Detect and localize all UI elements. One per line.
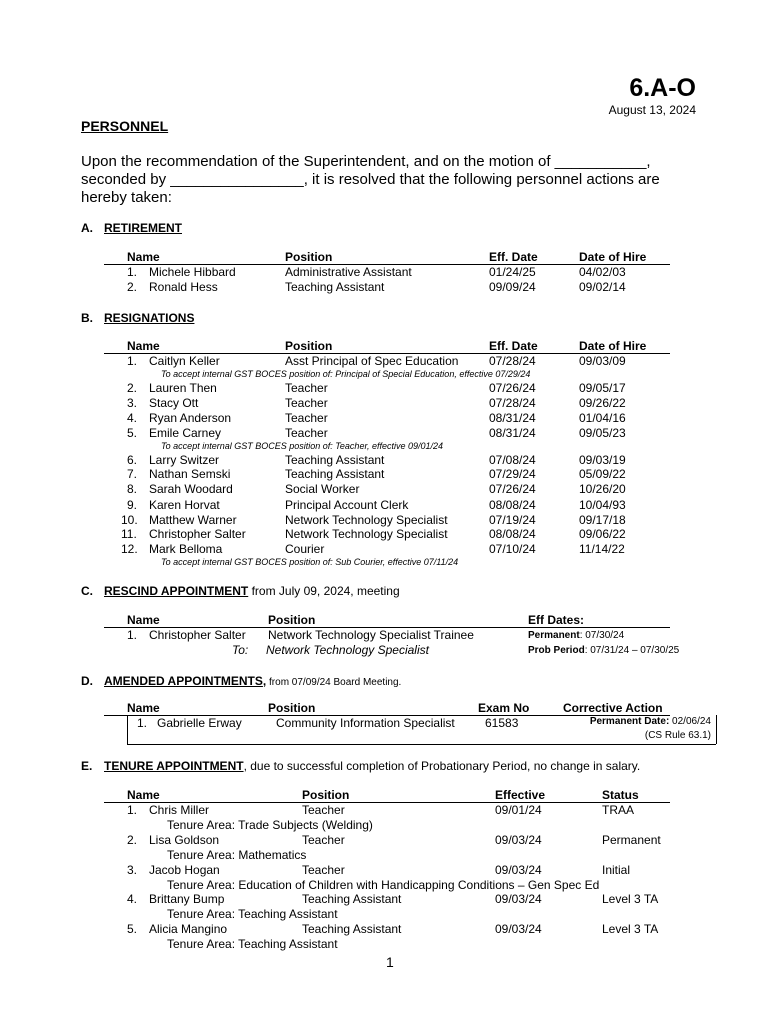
row-eff: 07/26/24	[489, 482, 536, 496]
ret-header-eff: Eff. Date	[489, 250, 538, 264]
amended-header-action: Corrective Action	[563, 701, 663, 715]
ret-header-name: Name	[127, 250, 160, 264]
tenure-header-effective: Effective	[495, 788, 546, 802]
amended-exam: 61583	[485, 716, 519, 730]
section-d-suffix: from 07/09/24 Board Meeting.	[266, 677, 402, 688]
amended-box-right	[716, 715, 717, 744]
row-num: 5.	[127, 922, 138, 936]
row-hire: 09/17/18	[579, 513, 626, 527]
section-c-heading	[104, 584, 400, 598]
row-hire: 09/03/19	[579, 453, 626, 467]
rescind-prob	[528, 645, 679, 656]
row-position: Teaching Assistant	[285, 467, 385, 481]
rescind-perm-label: Permanent	[528, 630, 580, 641]
row-eff: 09/09/24	[489, 280, 536, 294]
row-position: Teacher	[302, 863, 345, 877]
row-tenure-area: Tenure Area: Trade Subjects (Welding)	[167, 818, 373, 832]
row-hire: 04/02/03	[579, 265, 626, 279]
row-eff: 07/29/24	[489, 467, 536, 481]
rescind-prob-label: Prob Period	[528, 645, 585, 656]
row-name: Matthew Warner	[149, 513, 237, 527]
section-d-comma: ,	[262, 674, 267, 688]
res-note-1: To accept internal GST BOCES position of: Principal of Special Education, effective 07/29/24	[161, 369, 531, 379]
section-e-title: TENURE APPOINTMENT	[104, 759, 244, 773]
intro-line-1: Upon the recommendation of the Superintendent, and on the motion of ___________,	[81, 153, 651, 170]
amended-box-left	[127, 715, 128, 744]
section-c-letter: C.	[81, 584, 93, 598]
ret-header-hire: Date of Hire	[579, 250, 647, 264]
row-num: 5.	[127, 426, 138, 440]
row-num: 2.	[127, 833, 138, 847]
row-num: 3.	[127, 396, 138, 410]
row-position: Teacher	[285, 381, 328, 395]
row-status: Level 3 TA	[602, 922, 659, 936]
row-position: Administrative Assistant	[285, 265, 412, 279]
page-number: 1	[386, 954, 394, 970]
row-name: Michele Hibbard	[149, 265, 236, 279]
row-status: Initial	[602, 863, 631, 877]
row-name: Lisa Goldson	[149, 833, 220, 847]
rescind-name: Christopher Salter	[149, 628, 246, 642]
row-name: Larry Switzer	[149, 453, 220, 467]
row-hire: 09/05/17	[579, 381, 626, 395]
document-date: August 13, 2024	[608, 103, 696, 117]
row-effective: 09/03/24	[495, 922, 542, 936]
row-effective: 09/01/24	[495, 803, 542, 817]
row-hire: 05/09/22	[579, 467, 626, 481]
row-position: Principal Account Clerk	[285, 498, 409, 512]
row-position: Teacher	[285, 426, 328, 440]
rescind-prob-value: : 07/31/24 – 07/30/25	[584, 645, 680, 656]
row-position: Social Worker	[285, 482, 360, 496]
res-header-eff: Eff. Date	[489, 339, 538, 353]
section-d-heading	[104, 674, 401, 688]
rescind-num: 1.	[127, 628, 138, 642]
row-name: Mark Belloma	[149, 542, 223, 556]
section-a-title: RETIREMENT	[104, 221, 182, 235]
res-note-12: To accept internal GST BOCES position of: Sub Courier, effective 07/11/24	[161, 557, 459, 567]
amended-header-position: Position	[268, 701, 316, 715]
row-eff: 08/31/24	[489, 411, 536, 425]
row-num: 2.	[127, 280, 138, 294]
amended-action-label: Permanent Date:	[589, 716, 670, 727]
amended-header-exam: Exam No	[478, 701, 530, 715]
row-num: 8.	[127, 482, 138, 496]
row-hire: 09/26/22	[579, 396, 626, 410]
row-name: Brittany Bump	[149, 892, 225, 906]
row-num: 3.	[127, 863, 138, 877]
section-c-title: RESCIND APPOINTMENT	[104, 584, 249, 598]
amended-header-name: Name	[127, 701, 160, 715]
section-e-heading	[104, 759, 640, 773]
row-num: 11.	[121, 527, 137, 541]
row-position: Teaching Assistant	[302, 922, 402, 936]
row-hire: 09/02/14	[579, 280, 626, 294]
row-num: 4.	[127, 892, 138, 906]
row-hire: 10/26/20	[579, 482, 626, 496]
rescind-to-label: To:	[232, 643, 249, 657]
row-eff: 01/24/25	[489, 265, 536, 279]
row-tenure-area: Tenure Area: Teaching Assistant	[167, 907, 338, 921]
page-title: PERSONNEL	[81, 118, 169, 134]
row-num: 9.	[127, 498, 138, 512]
res-header-position: Position	[285, 339, 333, 353]
tenure-header-status: Status	[602, 788, 639, 802]
row-status: Level 3 TA	[602, 892, 659, 906]
section-b-letter: B.	[81, 311, 93, 325]
tenure-header-name: Name	[127, 788, 160, 802]
row-eff: 07/28/24	[489, 396, 536, 410]
res-note-5: To accept internal GST BOCES position of: Teacher, effective 09/01/24	[161, 441, 443, 451]
row-name: Christopher Salter	[149, 527, 246, 541]
row-name: Karen Horvat	[149, 498, 220, 512]
row-hire: 01/04/16	[579, 411, 626, 425]
document-code: 6.A-O	[629, 74, 696, 102]
row-name: Jacob Hogan	[149, 863, 220, 877]
row-num: 1.	[127, 265, 138, 279]
row-position: Teacher	[302, 833, 345, 847]
row-status: Permanent	[602, 833, 661, 847]
row-eff: 07/28/24	[489, 354, 536, 368]
row-num: 7.	[127, 467, 138, 481]
row-name: Lauren Then	[149, 381, 217, 395]
row-hire: 11/14/22	[579, 542, 625, 556]
row-eff: 08/08/24	[489, 498, 536, 512]
row-hire: 09/05/23	[579, 426, 626, 440]
row-num: 12.	[121, 542, 138, 556]
section-a-letter: A.	[81, 221, 93, 235]
amended-name: Gabrielle Erway	[157, 716, 242, 730]
rescind-perm-value: : 07/30/24	[579, 630, 625, 641]
row-name: Emile Carney	[149, 426, 222, 440]
row-name: Chris Miller	[149, 803, 209, 817]
row-num: 2.	[127, 381, 138, 395]
rescind-position: Network Technology Specialist Trainee	[268, 628, 474, 642]
row-position: Teacher	[285, 411, 328, 425]
row-name: Nathan Semski	[149, 467, 231, 481]
row-name: Ryan Anderson	[149, 411, 232, 425]
row-eff: 07/19/24	[489, 513, 536, 527]
intro-line-2: seconded by ________________, it is resolved that the following personnel actions are	[81, 171, 660, 188]
row-num: 4.	[127, 411, 138, 425]
rescind-header-eff: Eff Dates:	[528, 613, 585, 627]
section-b-title: RESIGNATIONS	[104, 311, 195, 325]
row-position: Teacher	[302, 803, 345, 817]
row-eff: 07/26/24	[489, 381, 536, 395]
row-name: Alicia Mangino	[149, 922, 228, 936]
section-d-title: AMENDED APPOINTMENTS	[104, 674, 263, 688]
section-e-letter: E.	[81, 759, 93, 773]
row-hire: 09/06/22	[579, 527, 626, 541]
row-num: 1.	[127, 803, 138, 817]
row-tenure-area: Tenure Area: Teaching Assistant	[167, 937, 338, 951]
row-effective: 09/03/24	[495, 892, 542, 906]
row-name: Ronald Hess	[149, 280, 218, 294]
section-e-suffix: , due to successful completion of Probationary Period, no change in salary.	[243, 759, 641, 773]
row-position: Teacher	[285, 396, 328, 410]
row-hire: 10/04/93	[579, 498, 626, 512]
row-num: 10.	[121, 513, 138, 527]
amended-action-rule: (CS Rule 63.1)	[644, 730, 711, 741]
section-c-suffix: from July 09, 2024, meeting	[248, 584, 400, 598]
row-hire: 09/03/09	[579, 354, 626, 368]
rescind-to-position: Network Technology Specialist	[266, 643, 429, 657]
rescind-header-name: Name	[127, 613, 160, 627]
row-position: Teaching Assistant	[285, 453, 385, 467]
tenure-header-position: Position	[302, 788, 350, 802]
row-tenure-area: Tenure Area: Mathematics	[167, 848, 307, 862]
amended-action	[590, 716, 711, 727]
res-header-hire: Date of Hire	[579, 339, 647, 353]
amended-num: 1.	[137, 716, 148, 730]
section-d-letter: D.	[81, 674, 93, 688]
amended-box-bottom	[127, 744, 716, 745]
row-eff: 08/31/24	[489, 426, 536, 440]
row-eff: 07/10/24	[489, 542, 536, 556]
amended-action-value: 02/06/24	[669, 716, 711, 727]
row-num: 1.	[127, 354, 138, 368]
row-position: Asst Principal of Spec Education	[285, 354, 459, 368]
row-position: Network Technology Specialist	[285, 527, 448, 541]
rescind-header-position: Position	[268, 613, 316, 627]
row-effective: 09/03/24	[495, 863, 542, 877]
row-eff: 07/08/24	[489, 453, 536, 467]
row-position: Teaching Assistant	[285, 280, 385, 294]
row-position: Teaching Assistant	[302, 892, 402, 906]
row-effective: 09/03/24	[495, 833, 542, 847]
intro-line-3: hereby taken:	[81, 189, 172, 206]
row-name: Sarah Woodard	[149, 482, 233, 496]
ret-header-position: Position	[285, 250, 333, 264]
row-eff: 08/08/24	[489, 527, 536, 541]
row-status: TRAA	[602, 803, 635, 817]
row-name: Stacy Ott	[149, 396, 199, 410]
row-name: Caitlyn Keller	[149, 354, 220, 368]
amended-position: Community Information Specialist	[276, 716, 455, 730]
res-header-name: Name	[127, 339, 160, 353]
row-tenure-area: Tenure Area: Education of Children with Handicapping Conditions – Gen Spec Ed	[167, 878, 600, 892]
row-position: Courier	[285, 542, 325, 556]
rescind-permanent	[528, 630, 624, 641]
row-num: 6.	[127, 453, 138, 467]
row-position: Network Technology Specialist	[285, 513, 448, 527]
